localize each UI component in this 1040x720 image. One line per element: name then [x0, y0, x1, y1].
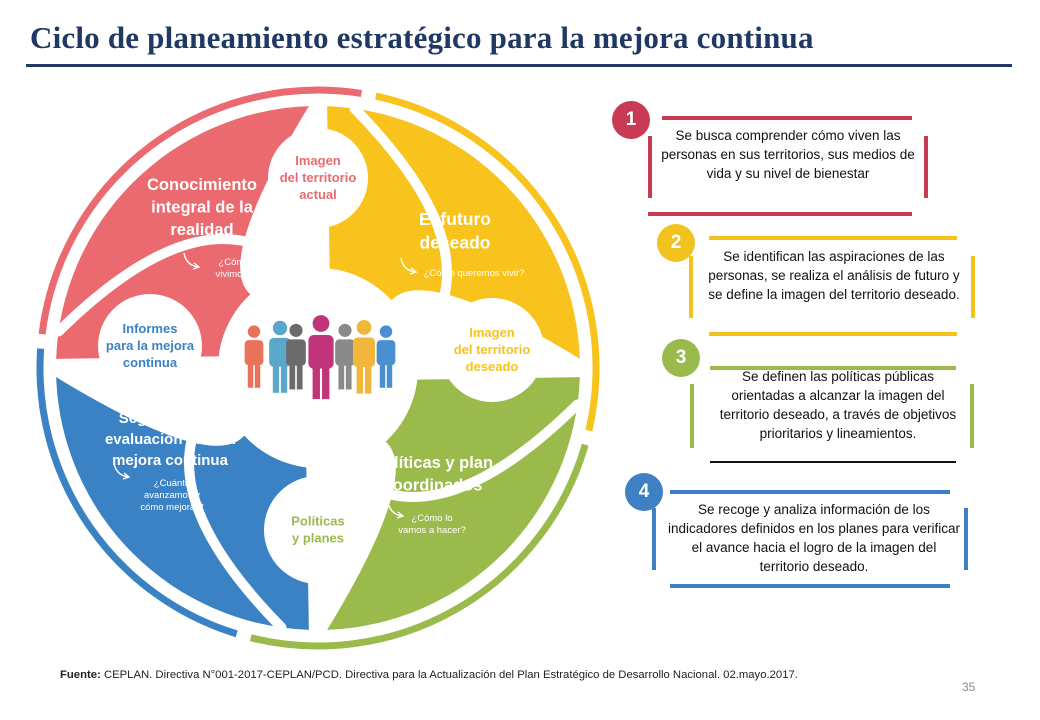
step-2-bottom-bar — [709, 332, 957, 336]
person-leg-left — [313, 366, 320, 400]
person-leg-left — [273, 364, 279, 393]
segment-question-red: vivimos? — [215, 269, 253, 280]
inner-circle-reports-label: Informes — [122, 321, 178, 336]
person-leg-right — [255, 363, 260, 388]
person-body — [377, 340, 396, 365]
step-3-badge: 3 — [662, 339, 700, 377]
person-leg-right — [297, 363, 303, 389]
segment-title-green: coordinados — [383, 476, 483, 495]
step-4-badge: 4 — [625, 473, 663, 511]
person-leg-left — [357, 364, 363, 393]
segment-title-yellow: deseado — [419, 232, 491, 253]
segment-question-blue: cómo mejorar? — [140, 502, 204, 513]
inner-circle-actual-image-label: del territorio — [279, 170, 357, 185]
person-body — [353, 338, 375, 367]
inner-circle-policies-label: y planes — [291, 530, 345, 546]
inner-circle-policies-label: Políticas — [291, 513, 345, 529]
person-leg-right — [346, 363, 352, 389]
step-1-text: Se busca comprender cómo viven las personas en sus territorios, sus medios de vida y su nivel de bienestar — [661, 128, 915, 181]
inner-circle-actual-image-label: actual — [299, 187, 337, 202]
person-leg-left — [338, 363, 344, 389]
step-2-text: Se identifican las aspiraciones de las personas, se realiza el análisis de futuro y se define la imagen del territorio deseado. — [708, 249, 960, 302]
step-3-bottom-bar — [710, 461, 956, 463]
slide-title: Ciclo de planeamiento estratégico para la mejora continua — [30, 20, 814, 55]
person-body — [308, 335, 333, 369]
step-4-left-bar — [652, 508, 656, 570]
segment-title-red: realidad — [170, 221, 234, 239]
inner-circle-desired-image-label: Imagen — [469, 325, 515, 340]
step-3-left-bar — [690, 384, 694, 448]
source-label: Fuente: — [60, 669, 101, 681]
segment-question-green: ¿Cómo lo — [411, 513, 453, 524]
inner-circle-desired-image-label: deseado — [465, 359, 519, 374]
segment-question-yellow: ¿Cómo queremos vivir? — [423, 268, 525, 279]
inner-circle-reports-label: continua — [122, 355, 178, 370]
segment-title-blue: Seguimiento y — [118, 410, 222, 427]
step-1-top-bar — [662, 116, 912, 120]
source-text: CEPLAN. Directiva N°001-2017-CEPLAN/PCD. Directiva para la Actualización del Plan Estratégico de Desarrollo Nacional. 02.mayo.2017. — [103, 669, 798, 681]
step-2-left-bar — [689, 256, 693, 318]
step-2-badge: 2 — [657, 224, 695, 262]
step-2-right-bar — [971, 256, 975, 318]
person-head — [357, 320, 372, 335]
person-body — [286, 339, 306, 365]
segment-title-blue: evaluación para la — [104, 431, 236, 448]
step-4-top-bar — [670, 490, 950, 494]
person-leg-left — [380, 363, 385, 388]
step-1-bottom-bar — [648, 212, 912, 216]
segment-question-green: vamos a hacer? — [398, 525, 466, 536]
person-leg-right — [365, 364, 371, 393]
source-citation — [60, 669, 798, 681]
step-2 — [655, 222, 985, 342]
step-3-right-bar — [970, 384, 974, 448]
inner-circle-actual-image-label: Imagen — [295, 153, 341, 168]
person-leg-left — [248, 363, 253, 388]
step-4-text: Se recoge y analiza información de los indicadores definidos en los planes para verificar el avance hacia el logro de la imagen del territorio deseado. — [668, 502, 960, 574]
person-head — [380, 325, 392, 337]
step-1-left-bar — [648, 136, 652, 198]
person-leg-right — [322, 366, 329, 400]
step-1 — [608, 100, 938, 220]
person-leg-right — [281, 364, 287, 393]
segment-title-red: Conocimiento — [147, 176, 257, 194]
segment-question-blue: avanzamos y — [144, 490, 200, 501]
step-1-badge: 1 — [612, 101, 650, 139]
person-leg-right — [387, 363, 392, 388]
person-head — [273, 321, 287, 335]
inner-circle-desired-image-label: del territorio — [453, 342, 531, 357]
segment-title-red: integral de la — [151, 198, 253, 217]
segment-question-red: ¿Cómo — [218, 257, 250, 268]
title-underline — [26, 64, 1012, 67]
segment-question-blue: ¿Cuánto — [153, 478, 191, 489]
segment-title-green: Políticas y plan — [372, 454, 494, 472]
segment-title-yellow: El futuro — [419, 209, 491, 229]
step-3-text: Se definen las políticas públicas orientadas a alcanzar la imagen del territorio deseado, a través de objetivos prioritarios y lineamientos. — [719, 369, 957, 441]
segment-title-blue: mejora continua — [112, 452, 228, 469]
step-4 — [622, 472, 972, 596]
step-3 — [660, 338, 990, 468]
person-leg-left — [289, 363, 295, 389]
person-head — [338, 324, 351, 337]
person-head — [313, 315, 330, 332]
step-4-right-bar — [964, 508, 968, 570]
person-head — [248, 325, 260, 337]
person-body — [335, 339, 355, 365]
inner-circle-reports-label: para la mejora — [105, 338, 195, 353]
planning-cycle-diagram — [0, 70, 600, 660]
step-4-bottom-bar — [670, 584, 950, 588]
step-1-right-bar — [924, 136, 928, 198]
person-head — [289, 324, 302, 337]
page-number: 35 — [962, 680, 976, 694]
step-2-top-bar — [709, 236, 957, 240]
person-body — [245, 340, 264, 365]
